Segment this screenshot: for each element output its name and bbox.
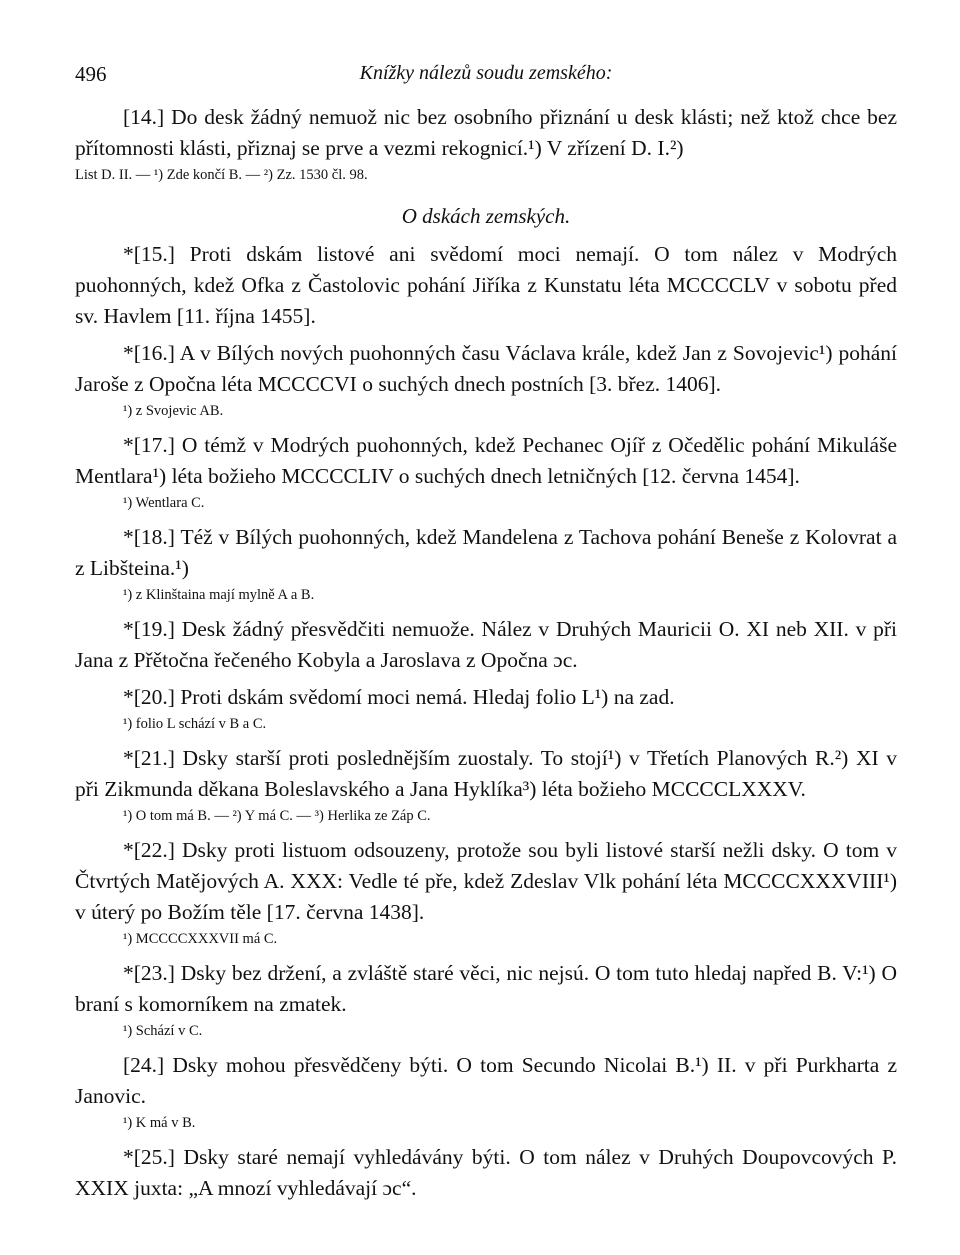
running-title: Knížky nálezů soudu zemského:	[359, 62, 613, 84]
page-header	[75, 62, 897, 102]
footnote-17: ¹) Wentlara C.	[123, 495, 205, 511]
entry-21: *[21.] Dsky starší proti poslednějším zuostaly. To stojí¹) v Třetích Planových R.²) XI v při Zikmunda děkana Boleslavského a Jana Hyklíka³) léta božieho MCCCCLXXXV.	[75, 746, 897, 801]
footnote-24: ¹) K má v B.	[123, 1115, 196, 1131]
entry-24: [24.] Dsky mohou přesvědčeny býti. O tom Secundo Nicolai B.¹) II. v při Purkharta z Janovic.	[75, 1053, 897, 1108]
entry-25: *[25.] Dsky staré nemají vyhledávány býti. O tom nález v Druhých Doupovcových P. XXIX juxta: „A mnozí vyhledávají ɔc“.	[75, 1145, 897, 1200]
footnote-14: List D. II. — ¹) Zde končí B. — ²) Zz. 1530 čl. 98.	[75, 167, 368, 183]
footnote-22: ¹) MCCCCXXXVII má C.	[123, 931, 278, 947]
entry-18: *[18.] Též v Bílých puohonných, kdež Mandelena z Tachova pohání Beneše z Kolovrat a z Libšteina.¹)	[75, 525, 897, 580]
entry-17: *[17.] O témž v Modrých puohonných, kdež Pechanec Ojíř z Očedělic pohání Mikuláše Mentlara¹) léta božieho MCCCCLIV o suchých dnech letničných [12. června 1454].	[75, 433, 897, 488]
footnote-23: ¹) Schází v C.	[123, 1023, 203, 1039]
footnote-18: ¹) z Klinštaina mají mylně A a B.	[123, 587, 315, 603]
footnote-16: ¹) z Svojevic AB.	[123, 403, 224, 419]
entry-14: [14.] Do desk žádný nemuož nic bez osobního přiznání u desk klásti; než ktož chce bez přítomnosti klásti, přiznaj se prve a vezmi rekognicí.¹) V zřízení D. I.²)	[75, 105, 897, 160]
footnote-20: ¹) folio L schází v B a C.	[123, 716, 267, 732]
entry-23: *[23.] Dsky bez držení, a zvláště staré věci, nic nejsú. O tom tuto hledaj napřed B. V:¹) O braní s komorníkem na zmatek.	[75, 961, 897, 1016]
entry-20: *[20.] Proti dskám svědomí moci nemá. Hledaj folio L¹) na zad.	[123, 685, 675, 709]
entry-19: *[19.] Desk žádný přesvědčiti nemuože. Nález v Druhých Mauricii O. XI neb XII. v při Jana z Přětočna řečeného Kobyla a Jaroslava z Opočna ɔc.	[75, 617, 897, 672]
entry-16: *[16.] A v Bílých nových puohonných času Václava krále, kdež Jan z Sovojevic¹) pohání Jaroše z Opočna léta MCCCCVI o suchých dnech postních [3. břez. 1406].	[75, 341, 897, 396]
page-number: 496	[75, 62, 107, 86]
footnote-21: ¹) O tom má B. — ²) Y má C. — ³) Herlika ze Záp C.	[123, 808, 431, 824]
document-page	[75, 62, 897, 1204]
entry-22: *[22.] Dsky proti listuom odsouzeny, protože sou byli listové starší nežli dsky. O tom v Čtvrtých Matějových A. XXX: Vedle té pře, kdež Zdeslav Vlk pohání léta MCCCCXXXVIII¹) v úterý po Božím těle [17. června 1438].	[75, 838, 897, 924]
entry-15: *[15.] Proti dskám listové ani svědomí moci nemají. O tom nález v Modrých puohonných, kdež Ofka z Častolovic pohání Jiříka z Kunstatu léta MCCCCLV v sobotu před sv. Havlem [11. října 1455].	[75, 242, 897, 328]
section-heading: O dskách zemských.	[401, 204, 571, 228]
